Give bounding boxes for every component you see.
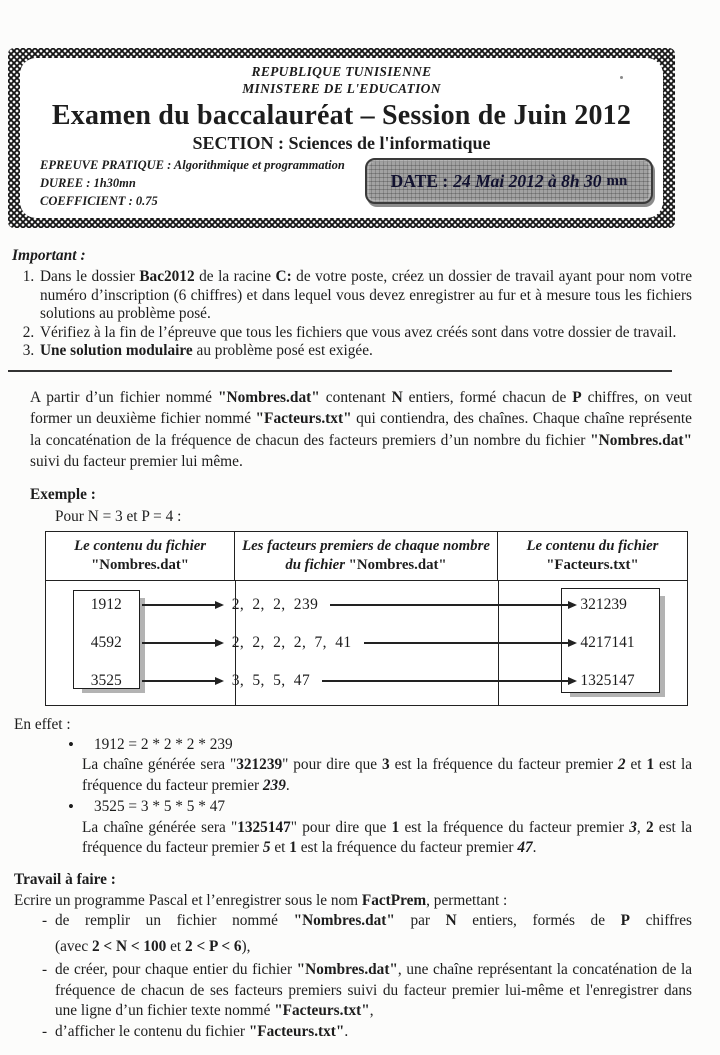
republic-line: REPUBLIQUE TUNISIENNE <box>251 64 432 79</box>
header-frame <box>8 48 675 228</box>
travail-intro: Ecrire un programme Pascal et l’enregistrer sous le nom FactPrem, permettant : <box>14 892 508 910</box>
input-number: 4592 <box>90 633 122 651</box>
important-heading: Important : <box>12 247 86 264</box>
document-body <box>0 247 720 1042</box>
section-line: SECTION : Sciences de l'informatique <box>192 133 491 153</box>
table-row <box>46 586 687 624</box>
example-table <box>45 531 688 706</box>
scan-speck <box>620 76 623 79</box>
bullet-explanation: La chaîne générée sera "321239" pour dire que 3 est la fréquence du facteur premier 2 et 1 est la fréquence du facteur premier 239. <box>82 756 692 795</box>
task-item-2: - de créer, pour chaque entier du fichier "Nombres.dat", une chaîne représentant la concaténation de la fréquence de chacun de ses facteurs premiers suivi du facteur premier lui-même et l'enregistrer dans une ligne d’un fichier texte nommé "Facteurs.txt", <box>42 960 692 1022</box>
travail-heading: Travail à faire : <box>14 871 116 889</box>
input-number: 3525 <box>90 671 122 689</box>
important-item-1: 1. Dans le dossier Bac2012 de la racine C: de votre poste, créez un dossier de travail ayant pour nom votre numéro d’inscription (6 chiffres) et dans lequel vous devez enregistrer au fur et à mesure tous les fichiers solutions au problème posé. <box>38 268 692 324</box>
date-unit: mn <box>606 172 628 189</box>
output-string: 321239 <box>580 595 627 613</box>
output-string: 1325147 <box>580 671 635 689</box>
right-arrow <box>330 604 575 606</box>
exemple-intro: Pour N = 3 et P = 4 : <box>55 507 182 525</box>
task-line: - de remplir un fichier nommé "Nombres.dat" par N entiers, formés de P chiffres <box>55 912 693 930</box>
date-label: DATE : <box>390 170 449 191</box>
column-header-facteurs-txt <box>498 532 687 580</box>
problem-statement: A partir d’un fichier nommé "Nombres.dat" contenant N entiers, formé chacun de P chiffres, on veut former un deuxième fichier nommé "Facteurs.txt" qui contiendra, des chaînes. Chaque chaîne représente la concaténation de la fréquence de chacun des facteurs premiers d’un nombre du fichier "Nombres.dat" suivi du facteur premier lui même. <box>30 388 692 471</box>
column-header-nombres <box>46 532 235 580</box>
exemple-heading: Exemple : <box>30 485 96 503</box>
bullet-item-2 <box>68 797 692 859</box>
output-string: 4217141 <box>580 633 635 651</box>
prime-factors: 2, 2, 2, 2, 7, 41 <box>231 633 352 651</box>
date-value: 24 Mai 2012 à 8h 30 <box>453 170 602 191</box>
ministry-line: MINISTERE DE L'EDUCATION <box>242 81 441 96</box>
factorization-formula: • 1912 = 2 * 2 * 2 * 239 <box>68 735 692 756</box>
column-header-line: Le contenu du fichier <box>74 537 207 554</box>
example-table-body <box>46 581 687 705</box>
column-header-line: "Facteurs.txt" <box>546 557 639 574</box>
right-arrow <box>142 642 222 644</box>
column-header-facteurs-premiers <box>235 532 498 580</box>
right-arrow <box>322 680 575 682</box>
table-row <box>46 662 687 700</box>
bullet-explanation: La chaîne générée sera "1325147" pour dire que 1 est la fréquence du facteur premier 3, 2 est la fréquence du facteur premier 5 et 1 est la fréquence du facteur premier 47. <box>82 818 692 857</box>
important-item-2: 2. Vérifiez à la fin de l’épreuve que tous les fichiers que vous avez créés sont dans votre dossier de travail. <box>38 324 692 343</box>
table-row <box>46 624 687 662</box>
header-bottom-row <box>28 155 655 210</box>
important-list <box>12 268 692 361</box>
prime-factors: 2, 2, 2, 239 <box>231 595 319 613</box>
date-stamp <box>365 158 653 204</box>
right-arrow <box>142 604 222 606</box>
task-item-3: - d’afficher le contenu du fichier "Facteurs.txt". <box>42 1022 692 1043</box>
factorization-formula: • 3525 = 3 * 5 * 5 * 47 <box>68 797 692 818</box>
task-line: (avec 2 < N < 100 et 2 < P < 6), <box>55 937 251 955</box>
column-header-line: du fichier "Nombres.dat" <box>285 557 447 574</box>
example-table-header <box>46 532 687 581</box>
bullet-item-1 <box>68 735 692 797</box>
scanned-exam-document <box>0 48 720 1055</box>
header-frame-inner <box>20 58 663 218</box>
duree-line: DUREE : 1h30mn <box>40 176 136 190</box>
task-item-1 <box>42 911 692 957</box>
right-arrow <box>364 642 576 644</box>
prime-factors: 3, 5, 5, 47 <box>231 671 311 689</box>
right-arrow <box>142 680 222 682</box>
column-header-line: "Nombres.dat" <box>91 557 190 574</box>
input-number: 1912 <box>90 595 122 613</box>
exam-title: Examen du baccalauréat – Session de Juin 2012 <box>51 100 632 131</box>
column-header-line: Le contenu du fichier <box>526 537 659 554</box>
coefficient-line: COEFFICIENT : 0.75 <box>40 194 158 208</box>
epreuve-line: EPREUVE PRATIQUE : Algorithmique et programmation <box>40 158 345 172</box>
exam-meta <box>40 156 345 210</box>
en-effet-heading: En effet : <box>14 715 71 733</box>
important-item-3: 3. Une solution modulaire au problème posé est exigée. <box>38 342 692 361</box>
section-divider <box>8 370 672 372</box>
column-header-line: Les facteurs premiers de chaque nombre <box>242 537 490 554</box>
